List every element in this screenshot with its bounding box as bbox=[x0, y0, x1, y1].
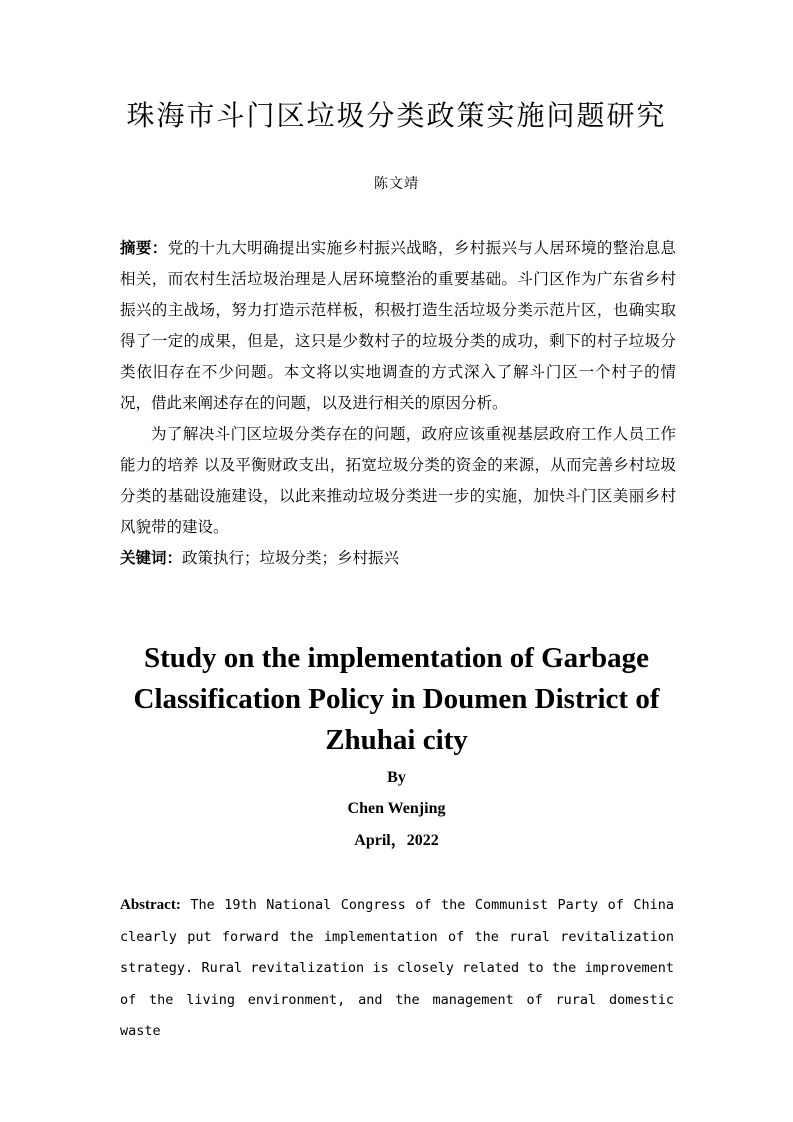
chinese-keywords bbox=[120, 543, 676, 574]
chinese-author: 陈文靖 bbox=[374, 176, 419, 192]
chinese-abstract-paragraph-2: 为了解决斗门区垃圾分类存在的问题，政府应该重视基层政府工作人员工作能力的培养 以及平衡财政支出，拓宽垃圾分类的资金的来源，从而完善乡村垃圾分类的基础设施建设，以此来推动垃圾分类进一步的实施，加快斗门区美丽乡村风貌带的建设。 bbox=[120, 425, 676, 536]
abstract-text: 党的十九大明确提出实施乡村振兴战略，乡村振兴与人居环境的整治息息相关，而农村生活垃圾治理是人居环境整治的重要基础。斗门区作为广东省乡村振兴的主战场，努力打造示范样板，积极打造生活垃圾分类示范片区，也确实取得了一定的成果，但是，这只是少数村子的垃圾分类的成功，剩下的村子垃圾分类依旧存在不少问题。本文将以实地调查的方式深入了解斗门区一个村子的情况，借此来阐述存在的问题，以及进行相关的原因分析。 bbox=[120, 239, 676, 412]
keywords-text: 政策执行；垃圾分类；乡村振兴 bbox=[182, 549, 400, 567]
english-abstract-label: Abstract: bbox=[120, 897, 181, 913]
english-by: By bbox=[387, 769, 406, 786]
english-abstract-text: The 19th National Congress of the Communist Party of China clearly put forward the implementation of the rural revitalization strategy. Rural revitalization is closely related to the improvement of the living environment, and the management of rural domestic waste bbox=[120, 897, 674, 1039]
keywords-label: 关键词： bbox=[120, 549, 183, 567]
chinese-abstract-paragraph-1 bbox=[120, 233, 676, 419]
english-author: Chen Wenjing bbox=[347, 800, 446, 817]
english-date: April，2022 bbox=[354, 832, 439, 849]
english-title: Study on the implementation of Garbage Classification Policy in Doumen District of Zhuhai city bbox=[133, 642, 660, 756]
chinese-title: 珠海市斗门区垃圾分类政策实施问题研究 bbox=[126, 99, 667, 132]
abstract-label: 摘要： bbox=[120, 239, 168, 257]
chinese-abstract bbox=[120, 233, 676, 574]
english-abstract bbox=[120, 890, 674, 1048]
